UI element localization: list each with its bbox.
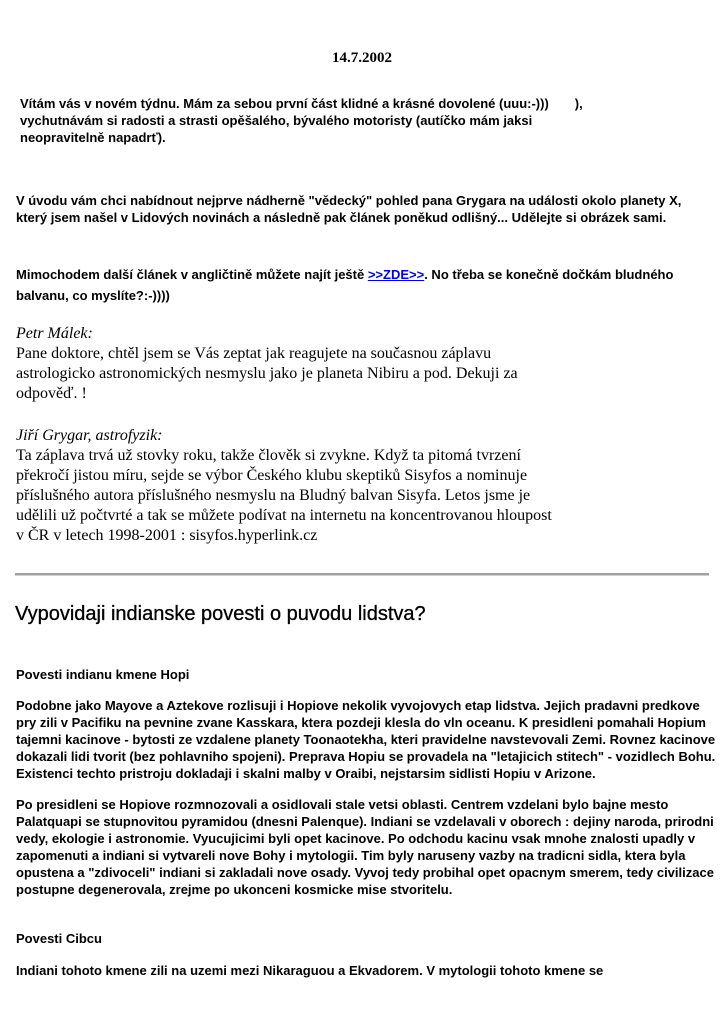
paragraph-grygar-intro: V úvodu vám chci nabídnout nejprve nádherně "vědecký" pohled pana Grygara na události okolo planety X, který jsem našel v Lidových novinách a následně pak článek poněkud odlišný... Udělejte si obrázek sami. — [16, 193, 682, 225]
section-hopi-paragraph-1: Podobne jako Mayove a Aztekove rozlisuji i Hopiove nekolik vyvojovych etap lidstva. Jejich pradavni predkove pry zili v Pacifiku na pevnine zvane Kasskara, ktera pozdeji klesla do vln oceanu. K presidleni pomahali Hopium tajemni kacinove - bytosti ze vzdalene planety Toonaotekha, kteri pravidelne navstevovali Zemi. Rovnez kacinove dokazali lidi tvorit (bez pohlavniho spojeni). Preprava Hopiu se provadela na "letajicich stitech" - vozidlech Bohu. Existenci techto pristroju dokladaji i skalni malby v Oraibi, nejstarsim sidlisti Hopiu v Arizone. — [16, 698, 716, 781]
intro-text-part1: Vítám vás v novém týdnu. Mám za sebou první část klidné a krásné dovolené (uuu:-))) — [20, 96, 549, 111]
article-title: Vypovidaji indianske povesti o puvodu lidstva? — [15, 603, 426, 625]
intro-paragraph — [20, 95, 620, 146]
paragraph-link-before: Mimochodem další článek v angličtině můžete najít ještě — [16, 267, 368, 282]
section-title-cibcu: Povesti Cibcu — [16, 931, 102, 946]
paragraph-link-after: . No třeba se konečně dočkám bludného balvanu, co myslíte?:-)))) — [16, 267, 674, 303]
section-cibcu-paragraph-1: Indiani tohoto kmene zili na uzemi mezi Nikaraguou a Ekvadorem. V mytologii tohoto kmene se — [16, 963, 604, 978]
speaker-name: Jiří Grygar, astrofyzik: — [16, 427, 163, 444]
speaker-name: Petr Málek: — [16, 325, 93, 342]
horizontal-rule — [15, 573, 709, 576]
speaker-text: Pane doktore, chtěl jsem se Vás zeptat jak reagujete na současnou záplavu astrologicko astronomických nesmyslu jako je planeta Nibiru a pod. Dekuji za odpověď. ! — [16, 345, 518, 402]
section-hopi-paragraph-2: Po presidleni se Hopiove rozmnozovali a osidlovali stale vetsi oblasti. Centrem vzdelani bylo bajne mesto Palatquapi se stupnovitou pyramidou (dnesni Palenque). Indiani se vzdelavali v oborech : dejiny naroda, prirodni vedy, ekologie i astronomie. Vyucujicimi byli opet kacinove. Po odchodu kacinu vsak mnohe znalosti upadly v zapomenuti a indiani si vytvareli nove Bohy i mytologii. Tim byly naruseny vazby na tradicni sidla, ktera byla opustena a "zdivoceli" indiani si zakladali nove osady. Vyvoj tedy probihal opet opacnym smerem, tedy civilizace postupne degenerovala, zrejme po ukonceni kosmicke mise stvoritelu. — [16, 797, 714, 897]
interview-answer — [16, 426, 556, 546]
speaker-text: Ta záplava trvá už stovky roku, takže člověk si zvykne. Když ta pitomá tvrzení překročí jistou míru, sejde se výbor Českého klubu skeptiků Sisyfos a nominuje příslušného autora příslušného nesmyslu na Bludný balvan Sisyfa. Letos jsme je udělili už počtvrté a tak se můžete podívat na internetu na koncentrovanou hloupost v ČR v letech 1998-2001 : sisyfos.hyperlink.cz — [16, 447, 552, 544]
zde-link[interactable]: >>ZDE>> — [367, 267, 425, 282]
date-heading: 14.7.2002 — [332, 50, 392, 66]
interview-question — [16, 324, 556, 404]
intro-text-part2: ), vychutnávám si radosti a strasti opěšalého, bývalého motoristy (autíčko mám jaksi neopravitelně napadrť). — [20, 96, 583, 145]
section-title-hopi: Povesti indianu kmene Hopi — [16, 667, 190, 682]
paragraph-link — [16, 264, 706, 306]
